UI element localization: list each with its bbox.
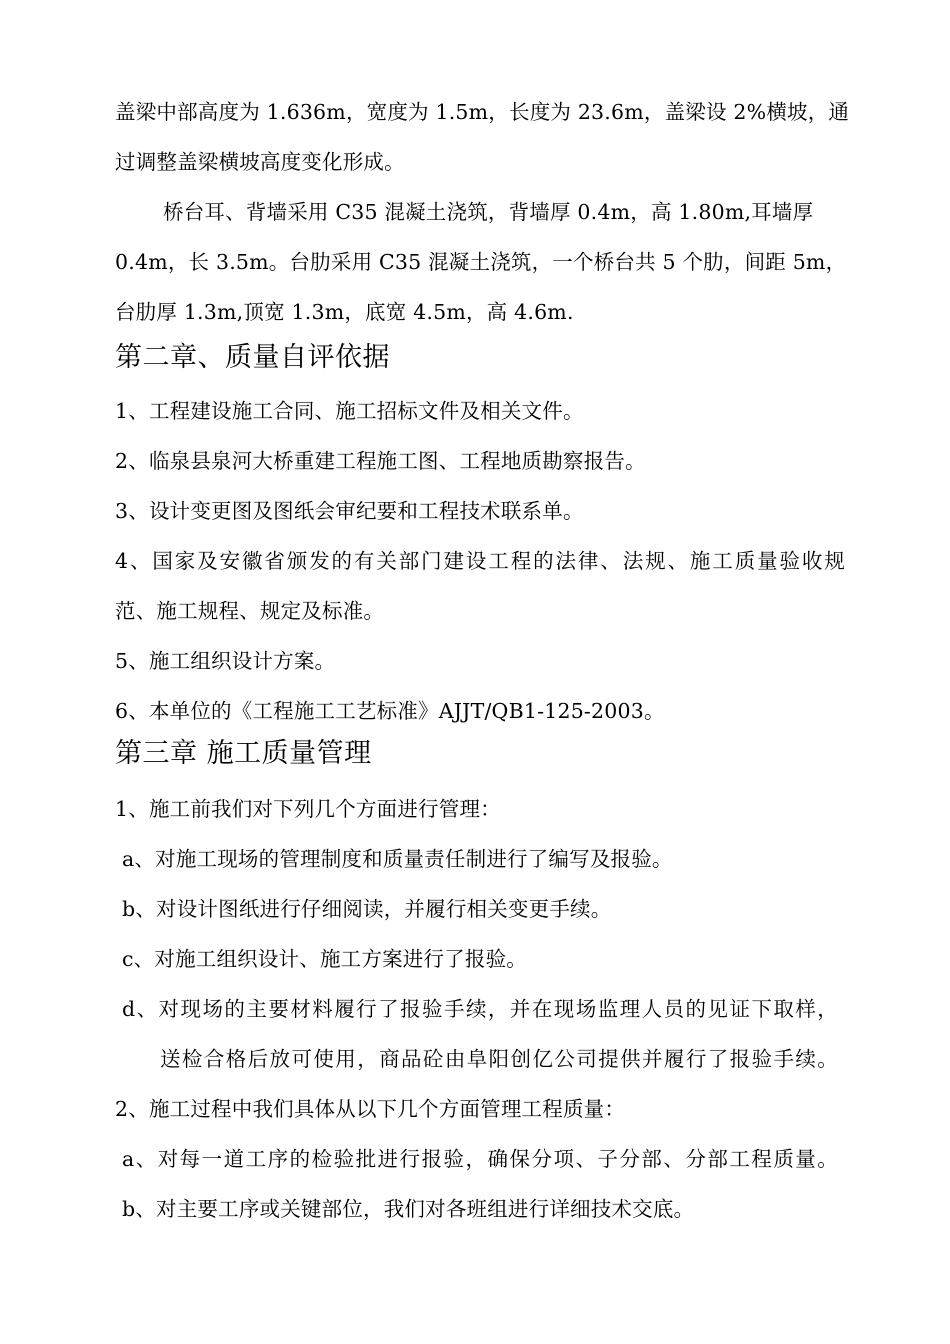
chapter-2-item-2: 2、临泉县泉河大桥重建工程施工图、工程地质勘察报告。 — [115, 449, 646, 473]
chapter-3-section-1-item-a: a、对施工现场的管理制度和质量责任制进行了编写及报验。 — [122, 847, 673, 871]
chapter-2-item-3: 3、设计变更图及图纸会审纪要和工程技术联系单。 — [115, 499, 584, 523]
chapter-3-section-2-item-b: b、对主要工序或关键部位，我们对各班组进行详细技术交底。 — [122, 1197, 695, 1221]
chapter-3-section-2-title: 2、施工过程中我们具体从以下几个方面管理工程质量： — [115, 1097, 626, 1121]
intro-paragraph-2-line-2: 0.4m，长 3.5m。台肋采用 C35 混凝土浇筑，一个桥台共 5 个肋，间距 5m， — [115, 250, 847, 274]
chapter-3-section-1-item-d-line-1: d、对现场的主要材料履行了报验手续，并在现场监理人员的见证下取样， — [122, 997, 838, 1021]
chapter-2-item-4-line-2: 范、施工规程、规定及标准。 — [115, 599, 385, 623]
chapter-2-item-6: 6、本单位的《工程施工工艺标准》AJJT/QB1-125-2003。 — [115, 699, 665, 723]
chapter-3-section-2-item-a: a、对每一道工序的检验批进行报验，确保分项、子分部、分部工程质量。 — [122, 1147, 838, 1171]
chapter-2-item-1: 1、工程建设施工合同、施工招标文件及相关文件。 — [115, 399, 584, 423]
chapter-3-section-1-item-c: c、对施工组织设计、施工方案进行了报验。 — [122, 947, 527, 971]
intro-paragraph-1-line-2: 过调整盖梁横坡高度变化形成。 — [115, 150, 405, 174]
chapter-3-section-1-title: 1、施工前我们对下列几个方面进行管理： — [115, 797, 501, 821]
intro-paragraph-2-line-1: 桥台耳、背墙采用 C35 混凝土浇筑，背墙厚 0.4m，高 1.80m,耳墙厚 — [163, 200, 814, 224]
chapter-2-item-4-line-1: 4、国家及安徽省颁发的有关部门建设工程的法律、法规、施工质量验收规 — [115, 549, 845, 573]
intro-paragraph-1-line-1: 盖梁中部高度为 1.636m，宽度为 1.5m，长度为 23.6m，盖梁设 2%横坡，通 — [115, 100, 850, 124]
chapter-2-heading: 第二章、质量自评依据 — [115, 342, 390, 373]
intro-paragraph-2-line-3: 台肋厚 1.3m,顶宽 1.3m，底宽 4.5m，高 4.6m. — [115, 300, 574, 324]
chapter-2-item-5: 5、施工组织设计方案。 — [115, 649, 336, 673]
chapter-3-heading: 第三章 施工质量管理 — [115, 738, 372, 769]
chapter-3-section-1-item-b: b、对设计图纸进行仔细阅读，并履行相关变更手续。 — [122, 897, 612, 921]
chapter-3-section-1-item-d-line-2: 送检合格后放可使用，商品砼由阜阳创亿公司提供并履行了报验手续。 — [160, 1047, 838, 1071]
